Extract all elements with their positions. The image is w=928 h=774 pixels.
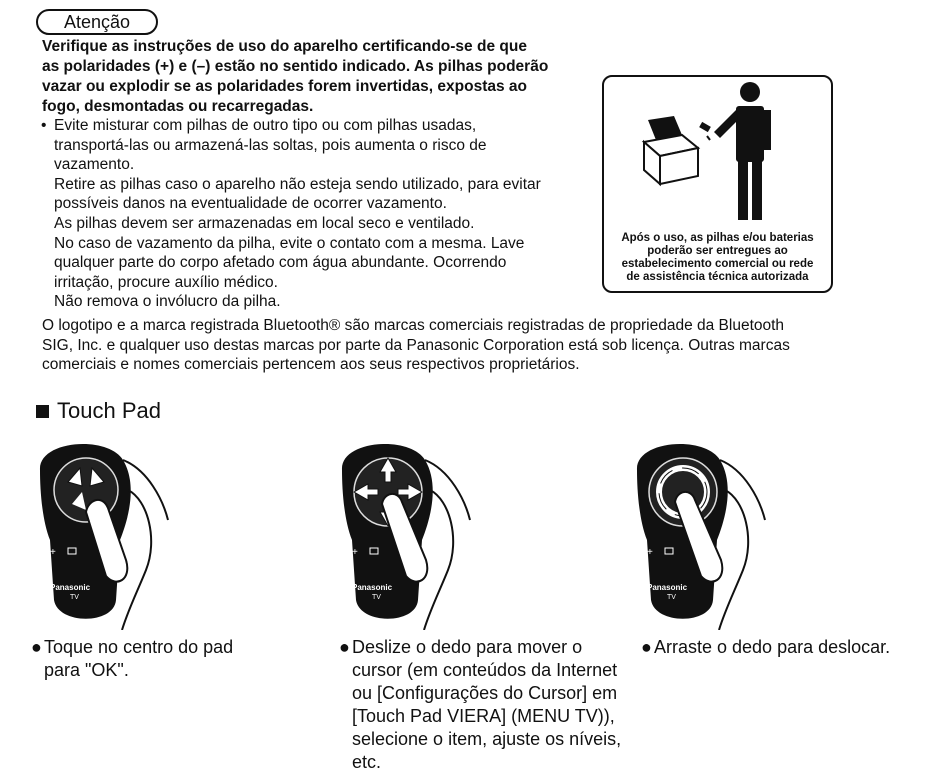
bullet-icon: ● [31, 637, 42, 657]
tap-caption [31, 636, 304, 682]
caption-line: de assistência técnica autorizada [626, 271, 809, 283]
remote-slide-illustration [330, 430, 490, 630]
rotate-caption [641, 636, 924, 659]
disposal-caption [606, 232, 829, 284]
instruction-line: • Evite misturar com pilhas de outro tipo ou com pilhas usadas, [38, 116, 598, 136]
caption-line: poderão ser entregues ao [647, 245, 788, 257]
warning-bold-text [42, 37, 602, 117]
caption-line: selecione o item, ajuste os níveis, [352, 729, 622, 749]
remote-tap-illustration [28, 430, 188, 630]
instruction-line: Retire as pilhas caso o aparelho não esteja sendo utilizado, para evitar [54, 175, 541, 193]
remote-brand-label: Panasonic [50, 583, 91, 592]
remote-brand-label: Panasonic [647, 583, 688, 592]
section-title-text: Touch Pad [57, 398, 161, 423]
instruction-line: As pilhas devem ser armazenadas em local seco e ventilado. [54, 214, 475, 232]
warning-line: as polaridades (+) e (–) estão no sentido indicado. As pilhas poderão [42, 58, 549, 75]
remote-model-label: TV [70, 594, 79, 601]
caption-line: Arraste o dedo para deslocar. [654, 637, 891, 657]
battery-instructions [38, 116, 598, 312]
instruction-line: irritação, procure auxílio médico. [54, 273, 278, 291]
remote-model-label: TV [667, 594, 676, 601]
caption-line: estabelecimento comercial ou rede [621, 258, 814, 270]
square-bullet-icon [36, 405, 49, 418]
bullet-icon: ● [339, 637, 350, 657]
trademark-line: O logotipo e a marca registrada Bluetooth® são marcas comerciais registradas de propriedade da Bluetooth [42, 317, 785, 334]
caption-line: Toque no centro do pad [44, 637, 234, 657]
instruction-line: Não remova o invólucro da pilha. [54, 293, 281, 311]
caption-line: cursor (em conteúdos da Internet [352, 660, 618, 680]
instruction-line: vazamento. [54, 156, 135, 174]
attention-badge: Atenção [36, 9, 158, 35]
bullet-icon: ● [641, 637, 652, 657]
caption-line: ou [Configurações do Cursor] em [352, 683, 618, 703]
caption-line: para "OK". [44, 660, 129, 680]
battery-disposal-person-icon [612, 80, 822, 230]
remote-brand-label: Panasonic [352, 583, 393, 592]
instruction-line: transportá-las ou armazená-las soltas, pois aumenta o risco de [54, 136, 487, 154]
svg-text:+: + [50, 547, 56, 558]
caption-line: [Touch Pad VIERA] (MENU TV)), [352, 706, 615, 726]
caption-line: Deslize o dedo para mover o [352, 637, 583, 657]
warning-line: vazar ou explodir se as polaridades forem invertidas, expostas ao [42, 78, 527, 95]
instruction-line: qualquer parte do corpo afetado com água abundante. Ocorrendo [54, 254, 507, 272]
caption-line: etc. [352, 752, 382, 772]
remote-model-label: TV [372, 594, 381, 601]
svg-text:+: + [647, 547, 653, 558]
warning-line: fogo, desmontadas ou recarregadas. [42, 98, 314, 115]
warning-line: Verifique as instruções de uso do aparelho certificando-se de que [42, 38, 527, 55]
slide-caption [339, 636, 642, 774]
trademark-line: SIG, Inc. e qualquer uso destas marcas por parte da Panasonic Corporation está sob licença. Outras marcas [42, 336, 790, 354]
instruction-line: No caso de vazamento da pilha, evite o contato com a mesma. Lave [54, 234, 525, 252]
remote-rotate-illustration [625, 430, 785, 630]
section-title [36, 398, 161, 424]
caption-line: Após o uso, as pilhas e/ou baterias [621, 232, 814, 244]
trademark-line: comerciais e nomes comerciais pertencem aos seus respectivos proprietários. [42, 356, 580, 373]
instruction-line: possíveis danos na eventualidade de ocorrer vazamento. [54, 195, 447, 213]
svg-text:+: + [352, 547, 358, 558]
bluetooth-trademark-notice [42, 316, 882, 375]
